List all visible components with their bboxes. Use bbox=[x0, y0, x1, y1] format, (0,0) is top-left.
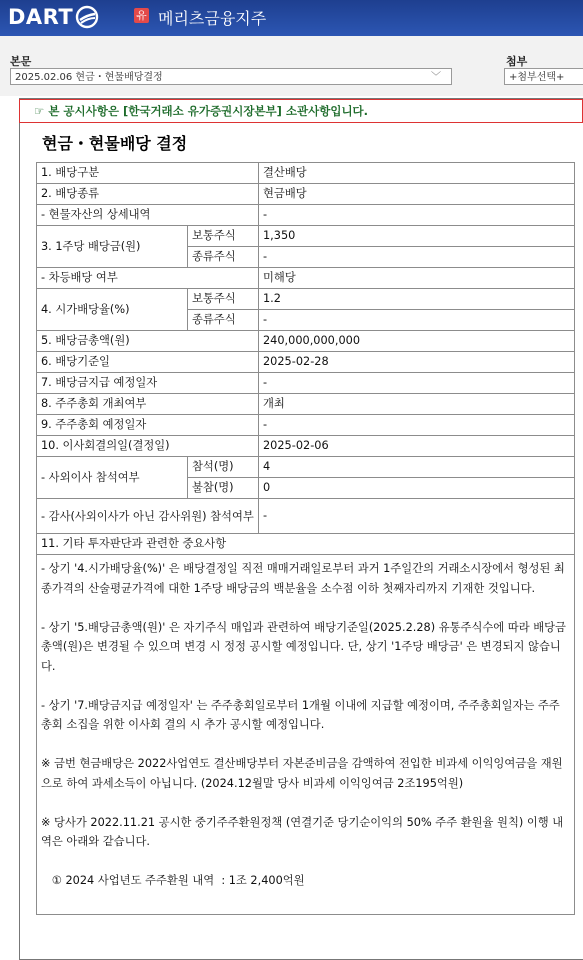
row-label: - 감사(사외이사가 아닌 감사위원) 참석여부 bbox=[37, 499, 259, 534]
note-paragraph: ※ 당사가 2022.11.21 공시한 중기주주환원정책 (연결기준 당기순이익의 50% 주주 환원율 원칙) 이행 내역은 아래와 같습니다. bbox=[41, 815, 564, 848]
row-label: 10. 이사회결의일(결정일) bbox=[37, 436, 259, 457]
note-paragraph: - 상기 '7.배당금지급 예정일자' 는 주주총회일로부터 1개월 이내에 지급할 예정이며, 주주총회일자는 주주총회 소집을 위한 이사회 결의 시 추가 공시할 예정입니다. bbox=[41, 698, 560, 731]
row-value: 2025-02-06 bbox=[259, 436, 575, 457]
row-label: 11. 기타 투자판단과 관련한 중요사항 bbox=[37, 534, 575, 555]
table-row bbox=[37, 457, 575, 478]
table-row bbox=[37, 394, 575, 415]
table-row bbox=[37, 415, 575, 436]
table-row bbox=[37, 184, 575, 205]
row-value: 결산배당 bbox=[259, 163, 575, 184]
table-row bbox=[37, 534, 575, 555]
dart-logo-icon bbox=[75, 5, 99, 29]
note-paragraph: ① 2024 사업년도 주주환원 내역 : 1조 2,400억원 bbox=[41, 874, 305, 887]
row-value: - bbox=[259, 415, 575, 436]
main-doc-label: 본문 bbox=[10, 55, 32, 68]
row-label: 7. 배당금지급 예정일자 bbox=[37, 373, 259, 394]
document-toolbar bbox=[0, 36, 583, 96]
row-label: 8. 주주총회 개최여부 bbox=[37, 394, 259, 415]
dart-logo[interactable] bbox=[8, 4, 99, 30]
note-paragraph: - 상기 '5.배당금총액(원)' 은 자기주식 매입과 관련하여 배당기준일(2025.2.28) 유통주식수에 따라 배당금총액(원)은 변경될 수 있으며 변경 시 정정 공시할 예정입니다. 단, 상기 '1주당 배당금' 은 변경되지 않습니다. bbox=[41, 620, 566, 673]
row-sublabel: 참석(명) bbox=[188, 457, 259, 478]
table-row bbox=[37, 163, 575, 184]
row-value: 4 bbox=[259, 457, 575, 478]
row-sublabel: 불참(명) bbox=[188, 478, 259, 499]
row-label: 2. 배당종류 bbox=[37, 184, 259, 205]
table-row bbox=[37, 289, 575, 310]
market-badge: 유 bbox=[134, 8, 149, 23]
row-label: 9. 주주총회 예정일자 bbox=[37, 415, 259, 436]
table-row bbox=[37, 331, 575, 352]
row-sublabel: 보통주식 bbox=[188, 226, 259, 247]
row-value: 240,000,000,000 bbox=[259, 331, 575, 352]
company-name: 메리츠금융지주 bbox=[158, 9, 267, 28]
table-row bbox=[37, 352, 575, 373]
row-value: 미해당 bbox=[259, 268, 575, 289]
table-row bbox=[37, 205, 575, 226]
row-label: 5. 배당금총액(원) bbox=[37, 331, 259, 352]
attachment-select[interactable]: +첨부선택+ bbox=[504, 68, 583, 85]
row-value: - bbox=[259, 499, 575, 534]
table-row bbox=[37, 268, 575, 289]
row-label: 4. 시가배당율(%) bbox=[37, 289, 188, 331]
attach-label: 첨부 bbox=[506, 55, 528, 68]
row-value: 1,350 bbox=[259, 226, 575, 247]
row-sublabel: 종류주식 bbox=[188, 247, 259, 268]
table-row bbox=[37, 499, 575, 534]
row-label: - 현물자산의 상세내역 bbox=[37, 205, 259, 226]
row-value: 0 bbox=[259, 478, 575, 499]
row-label: 6. 배당기준일 bbox=[37, 352, 259, 373]
row-sublabel: 보통주식 bbox=[188, 289, 259, 310]
note-paragraph: - 상기 '4.시가배당율(%)' 은 배당결정일 직전 매매거래일로부터 과거 1주일간의 거래소시장에서 형성된 최종가격의 산술평균가격에 대한 1주당 배당금의 백분율을 소수점 이하 첫째자리까지 기재한 것입니다. bbox=[41, 562, 565, 595]
row-value: 2025-02-28 bbox=[259, 352, 575, 373]
document-select-value: 2025.02.06 현금・현물배당결정 bbox=[15, 72, 163, 83]
row-label: - 사외이사 참석여부 bbox=[37, 457, 188, 499]
row-value: 현금배당 bbox=[259, 184, 575, 205]
row-label: - 차등배당 여부 bbox=[37, 268, 259, 289]
row-value: - bbox=[259, 373, 575, 394]
row-label: 1. 배당구분 bbox=[37, 163, 259, 184]
chevron-down-icon: ﹀ bbox=[431, 72, 441, 83]
dart-header bbox=[0, 0, 583, 36]
row-sublabel: 종류주식 bbox=[188, 310, 259, 331]
row-value: - bbox=[259, 247, 575, 268]
table-row bbox=[37, 373, 575, 394]
table-row bbox=[37, 436, 575, 457]
row-value: - bbox=[259, 205, 575, 226]
row-value: 1.2 bbox=[259, 289, 575, 310]
row-value: - bbox=[259, 310, 575, 331]
dividend-table bbox=[36, 162, 575, 915]
notes-cell bbox=[37, 555, 575, 915]
dart-logo-text: DART bbox=[8, 5, 74, 29]
page-title: 현금・현물배당 결정 bbox=[42, 134, 188, 153]
row-label: 3. 1주당 배당금(원) bbox=[37, 226, 188, 268]
note-paragraph: ※ 금번 현금배당은 2022사업연도 결산배당부터 자본준비금을 감액하여 전입한 비과세 이익잉여금을 재원으로 하여 과세소득이 아닙니다. (2024.12월말 당사 비과세 이익잉여금 2조195억원) bbox=[41, 757, 563, 790]
row-value: 개최 bbox=[259, 394, 575, 415]
table-row bbox=[37, 555, 575, 915]
document-select[interactable] bbox=[10, 68, 452, 85]
jurisdiction-notice: ☞ 본 공시사항은 [한국거래소 유가증권시장본부] 소관사항입니다. bbox=[19, 99, 583, 123]
table-row bbox=[37, 226, 575, 247]
